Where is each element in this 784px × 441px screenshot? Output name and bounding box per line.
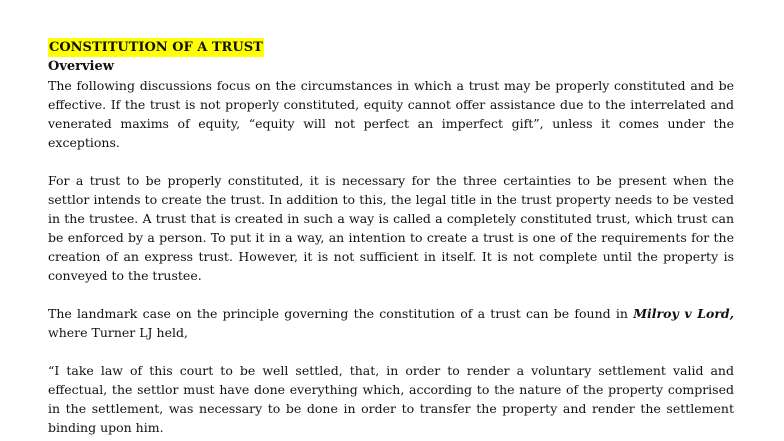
document-page (48, 36, 734, 437)
document-heading (48, 36, 734, 57)
paragraph-requirements: For a trust to be properly constituted, it is necessary for the three certainties to be present when the settlor intends to create the trust. In addition to this, the legal title in the trust property needs to be vested in the trustee. A trust that is created in such a way is called a completely constituted trust, which trust can be enforced by a person. To put it in a way, an intention to create a trust is one of the requirements for the creation of an express trust. However, it is not sufficient in itself. It is not complete until the property is conveyed to the trustee. (48, 173, 734, 283)
paragraph-landmark-text-end: where Turner LJ held, (48, 325, 188, 340)
paragraph-landmark-text: The landmark case on the principle governing the constitution of a trust can be found in (48, 306, 634, 321)
paragraph-landmark-case (48, 304, 734, 342)
quote-paragraph: “I take law of this court to be well settled, that, in order to render a voluntary settlement valid and effectual, the settlor must have done everything which, according to the nature of the property comprised in the settlement, was necessary to be done in order to transfer the property and render the settlement binding upon him. (48, 363, 734, 435)
case-name: Milroy v Lord, (633, 306, 735, 321)
section-subheading: Overview (48, 59, 114, 74)
paragraph-intro: The following discussions focus on the circumstances in which a trust may be properly constituted and be effective. If the trust is not properly constituted, equity cannot offer assistance due to the interrelated and venerated maxims of equity, “equity will not perfect an imperfect gift”, unless it comes under the exceptions. (48, 78, 734, 150)
heading-highlighted: CONSTITUTION OF A TRUST (49, 40, 263, 55)
